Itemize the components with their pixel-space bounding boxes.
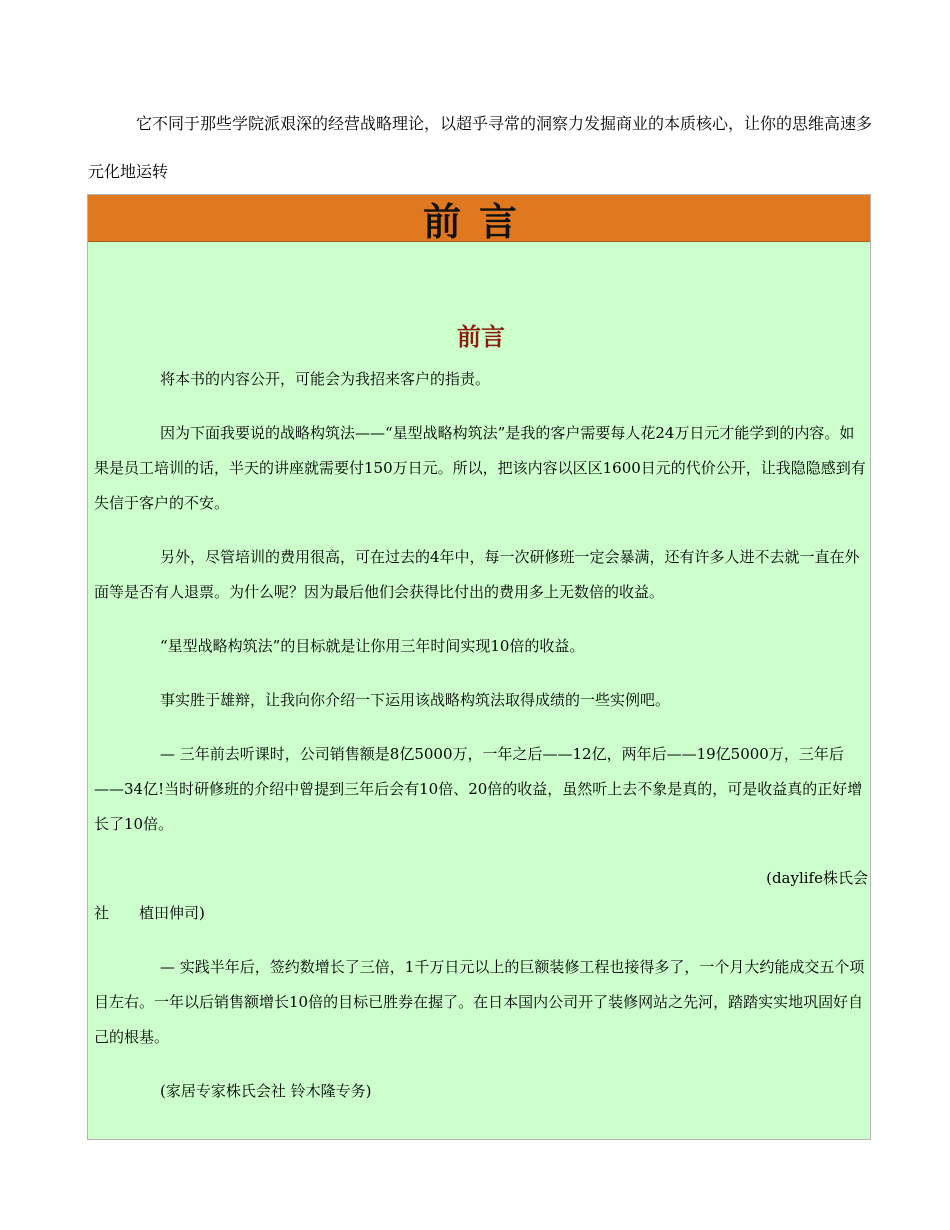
paragraph-4: “星型战略构筑法”的目标就是让你用三年时间实现10倍的收益。 [160, 637, 585, 655]
paragraph-3: 另外，尽管培训的费用很高，可在过去的4年中，每一次研修班一定会暴满，还有许多人进不去就一直在外面等是否有人退票。为什么呢？因为最后他们会获得比付出的费用多上无数倍的收益。 [94, 548, 860, 601]
paragraph-5: 事实胜于雄辩，让我向你介绍一下运用该战略构筑法取得成绩的一些实例吧。 [160, 691, 671, 709]
attribution-1-part-b: 植田伸司) [139, 904, 205, 922]
preface-title: 前言 [457, 322, 505, 351]
paragraph-2: 因为下面我要说的战略构筑法——“星型战略构筑法”是我的客户需要每人花24万日元才能学到的内容。如果是员工培训的话，半天的讲座就需要付150万日元。所以，把该内容以区区1600日元的代价公开，让我隐隐感到有失信于客户的不安。 [94, 424, 866, 512]
attribution-1-line-1: (daylife株氏会 [766, 869, 868, 887]
preface-section [87, 194, 871, 1140]
attribution-1-line-2 [94, 896, 868, 931]
paragraph-1: 将本书的内容公开，可能会为我招来客户的指责。 [160, 370, 491, 388]
attribution-2: (家居专家株氏会社 铃木隆专务) [160, 1082, 372, 1100]
paragraph-7: — 实践半年后，签约数增长了三倍，1千万日元以上的巨额装修工程也接得多了，一个月大约能成交五个项目左右。一年以后销售额增长10倍的目标已胜券在握了。在日本国内公司开了装修网站之先河，踏踏实实地巩固好自己的根基。 [94, 958, 865, 1046]
paragraph-6: — 三年前去听课时，公司销售额是8亿5000万，一年之后——12亿，两年后——19亿5000万，三年后——34亿!当时研修班的介绍中曾提到三年后会有10倍、20倍的收益，虽然听上去不象是真的，可是收益真的正好增长了10倍。 [94, 745, 863, 833]
section-header-title: 前言 [422, 198, 535, 244]
intro-paragraph [88, 100, 872, 196]
section-header [88, 195, 870, 242]
attribution-1-part-a: 社 [94, 904, 110, 922]
intro-text: 它不同于那些学院派艰深的经营战略理论，以超乎寻常的洞察力发掘商业的本质核心，让你的思维高速多元化地运转 [88, 114, 873, 181]
section-body [88, 242, 870, 1139]
